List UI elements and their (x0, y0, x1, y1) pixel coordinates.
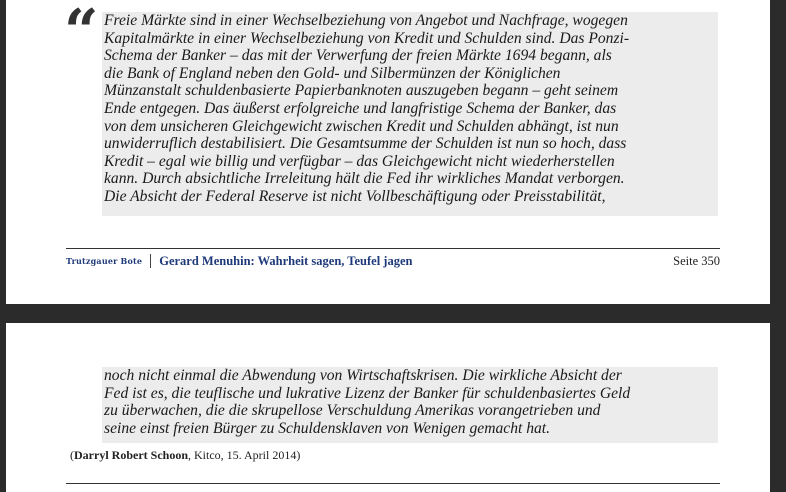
page-number: Seite 350 (673, 253, 720, 268)
footer-book-title: Gerard Menuhin: Wahrheit sagen, Teufel jagen (159, 253, 413, 268)
citation-source: , Kitco, 15. April 2014) (188, 448, 301, 462)
quote-line: von dem unsicheren Gleichgewicht zwischen Kredit und Schulden abhängt, ist nun (104, 117, 619, 135)
quote-line: Freie Märkte sind in einer Wechselbeziehung von Angebot und Nachfrage, wogegen (104, 12, 628, 29)
page-footer (66, 251, 720, 271)
quote-line: Die Absicht der Federal Reserve ist nicht Vollbeschäftigung oder Preisstabilität, (104, 187, 606, 205)
viewer-edge (770, 0, 786, 492)
quote-line: Ende entgegen. Das äußerst erfolgreiche und langfristige Schema der Banker, das (104, 99, 617, 117)
document-page-1 (6, 0, 770, 304)
quote-line: kann. Durch absichtliche Irreleitung hält die Fed ihr wirkliches Mandat verborgen. (104, 170, 625, 188)
quote-line: Fed ist es, die teuflische und lukrative Lizenz der Banker für schuldenbasiertes Geld (104, 384, 631, 402)
quote-line: zu überwachen, die die skrupellose Verschuldung Amerikas vorangetrieben und (104, 402, 601, 420)
publisher-logo: Trutzgauer Bote (66, 256, 143, 266)
quote-line: seine einst freien Bürger zu Schuldensklaven von Wenigen gemacht hat. (104, 419, 551, 437)
quote-line: Kredit – egal wie billig und verfügbar – das Gleichgewicht nicht wiederherstellen (104, 152, 615, 170)
quote-line: Schema der Banker – das mit der Verwerfung der freien Märkte 1694 begann, als (104, 47, 612, 65)
quote-line: unwiderruflich destabilisiert. Die Gesamtsumme der Schulden ist nun so hoch, dass (104, 135, 627, 153)
quote-mark-icon: “ (64, 0, 99, 67)
citation-author: Darryl Robert Schoon (74, 448, 188, 462)
quote-line: Kapitalmärkte in einer Wechselbeziehung von Kredit und Schulden sind. Das Ponzi- (104, 29, 630, 47)
citation: (Darryl Robert Schoon, Kitco, 15. April 2014) (70, 448, 301, 462)
quote-line: die Bank of England neben den Gold- und Silbermünzen der Königlichen (104, 64, 561, 82)
quote-line: noch nicht einmal die Abwendung von Wirtschaftskrisen. Die wirkliche Absicht der (104, 367, 622, 384)
quote-line: Münzanstalt schuldenbasierte Papierbanknoten auszugeben begann – geht seinem (104, 82, 619, 100)
footer-rule (66, 483, 720, 484)
footer-divider (150, 254, 151, 268)
quote-block-2 (102, 367, 718, 443)
document-page-2 (6, 323, 770, 492)
quote-block-1 (102, 12, 718, 216)
footer-rule (66, 248, 720, 249)
